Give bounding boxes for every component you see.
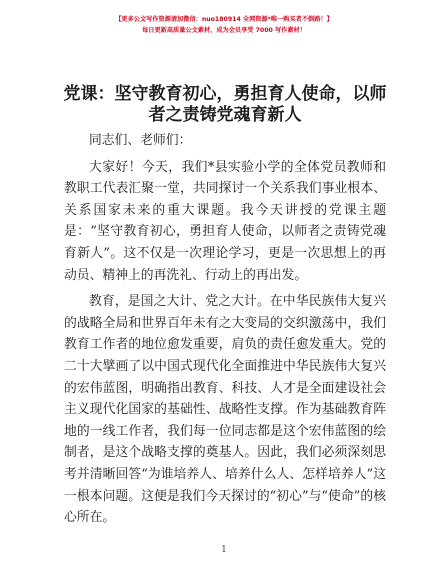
document-body — [64, 130, 386, 534]
promo-line-1: 【更多公文写作资源请加微信：nuo180914 全网资源*唯一购买者不倒路！】 — [115, 16, 333, 23]
paragraph: 大家好！今天，我们*县实验小学的全体党员教师和教职工代表汇聚一堂，共同探讨一个关系我们事业根本、关系国家未来的重大课题。我今天讲授的党课主题是：“坚守教育初心，勇担育人使命，以师者之责铸党魂育新人”。这不仅是一次理论学习，更是一次思想上的再动员、精神上的再洗礼、行动上的再出发。 — [64, 159, 386, 283]
promo-banner — [0, 14, 448, 36]
page-number: 1 — [221, 545, 227, 555]
salutation: 同志们、老师们： — [89, 133, 192, 148]
promo-line-2: 每日更新高质量公文素材，成为会员享受 7000 写作素材！ — [142, 27, 306, 34]
document-title: 党课：坚守教育初心，勇担育人使命，以师者之责铸党魂育新人 — [63, 84, 387, 125]
paragraph: 教育，是国之大计、党之大计。在中华民族伟大复兴的战略全局和世界百年未有之大变局的交织激荡中，我们教育工作者的地位愈发重要，肩负的责任愈发重大。党的二十大擘画了以中国式现代化全面推进中华民族伟大复兴的宏伟蓝图，明确指出教育、科技、人才是全面建设社会主义现代化国家的基础性、战略性支撑。作为基础教育阵地的一线工作者，我们每一位同志都是这个宏伟蓝图的绘制者，是这个战略支撑的奠基人。因此，我们必须深刻思考并清晰回答“为谁培养人、培养什么人、怎样培养人”这一根本问题。这便是我们今天探讨的“初心”与“使命”的核心所在。 — [64, 294, 386, 526]
